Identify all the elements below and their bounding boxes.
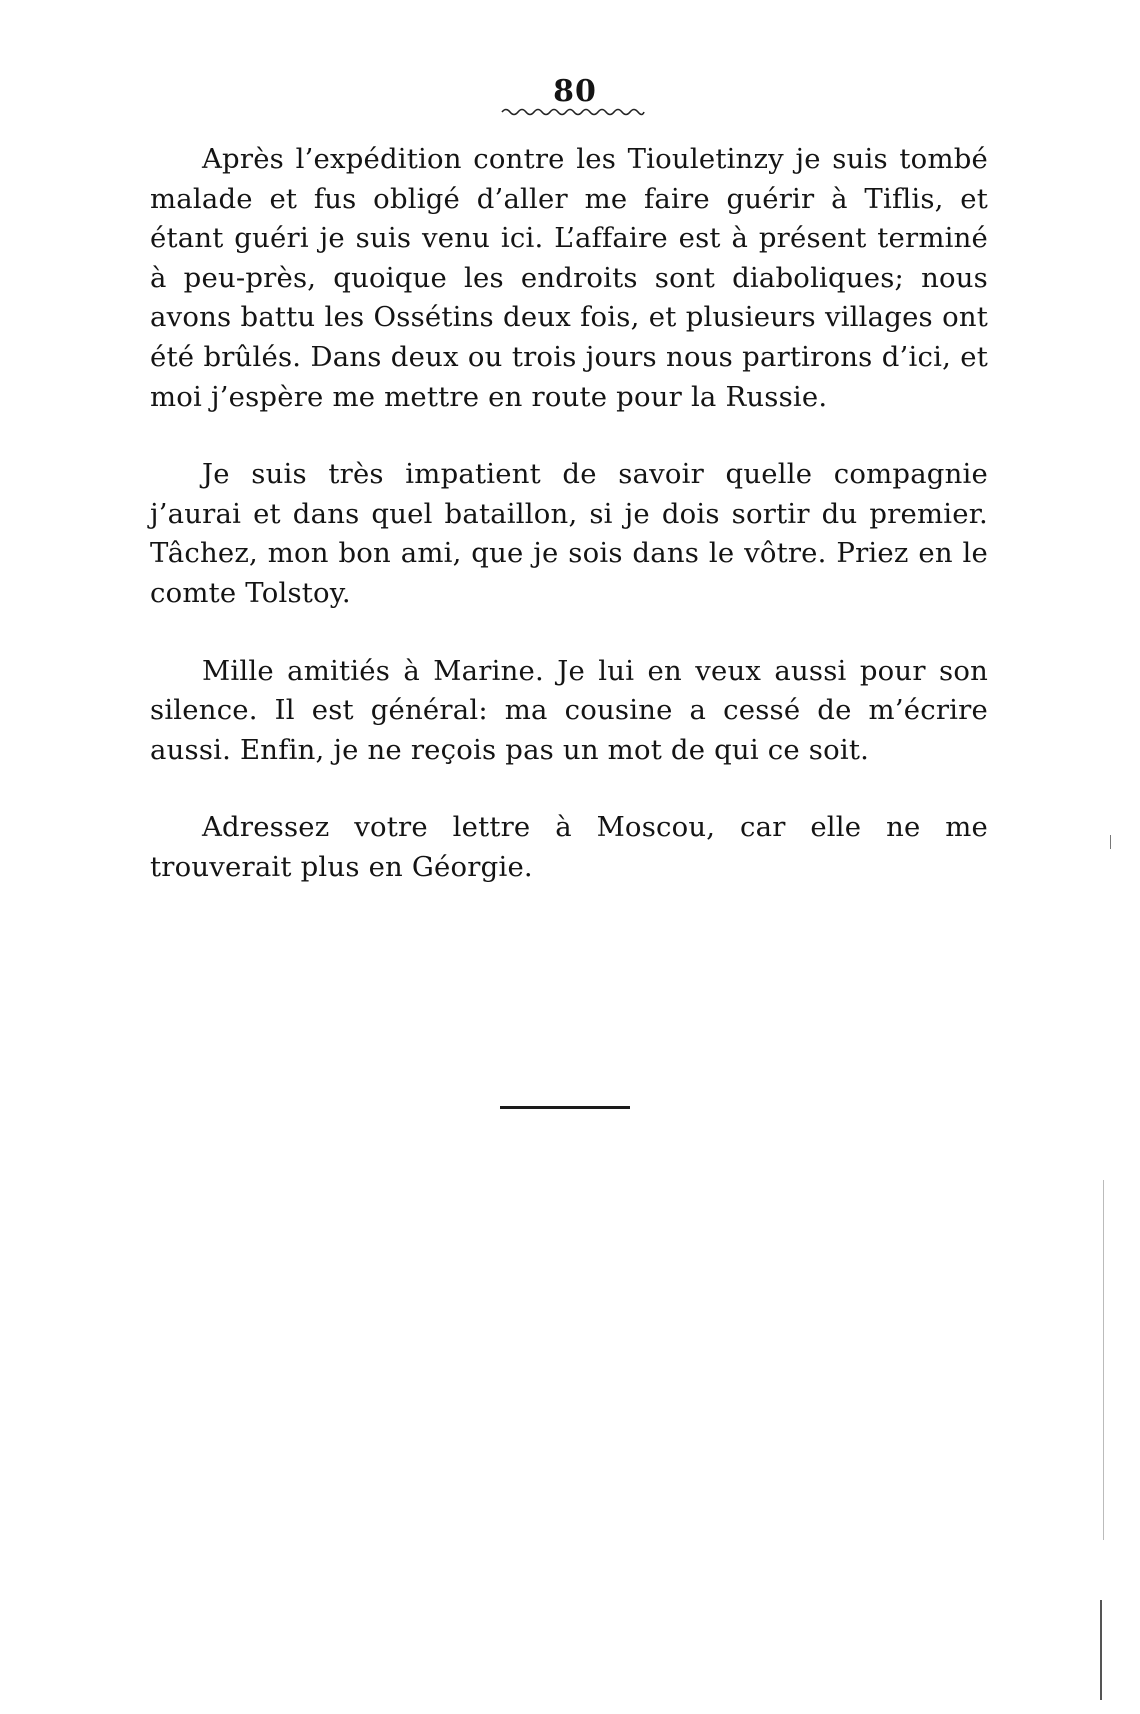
scan-margin-line (1110, 835, 1111, 849)
paragraph: Mille amitiés à Marine. Je lui en veux aussi pour son silence. Il est général: ma cousine a cessé de m’écrire aussi. Enfin, je ne reçois pas un mot de qui ce soit. (150, 654, 988, 766)
page-number: 80 (553, 74, 597, 109)
paragraph: Je suis très impatient de savoir quelle compagnie j’aurai et dans quel bataillon, si je dois sortir du premier. Tâchez, mon bon ami, que je sois dans le vôtre. Priez en le comte Tolstoy. (150, 458, 988, 609)
paragraph: Adressez votre lettre à Moscou, car elle ne me trouverait plus en Géorgie. (150, 811, 988, 883)
scan-margin-line (1103, 1180, 1104, 1540)
letter-body (150, 140, 988, 926)
closing-rule (500, 1106, 630, 1109)
decorative-wavy-rule (500, 104, 645, 118)
paragraph: Après l’expédition contre les Tiouletinzy je suis tombé malade et fus obligé d’aller me faire guérir à Tiflis, et étant guéri je suis venu ici. L’affaire est à présent terminé à peu-près, quoique les endroits sont diaboliques; nous avons battu les Ossétins deux fois, et plusieurs villages ont été brûlés. Dans deux ou trois jours nous partirons d’ici, et moi j’espère me mettre en route pour la Russie. (150, 143, 988, 413)
scan-margin-line (1100, 1600, 1102, 1700)
